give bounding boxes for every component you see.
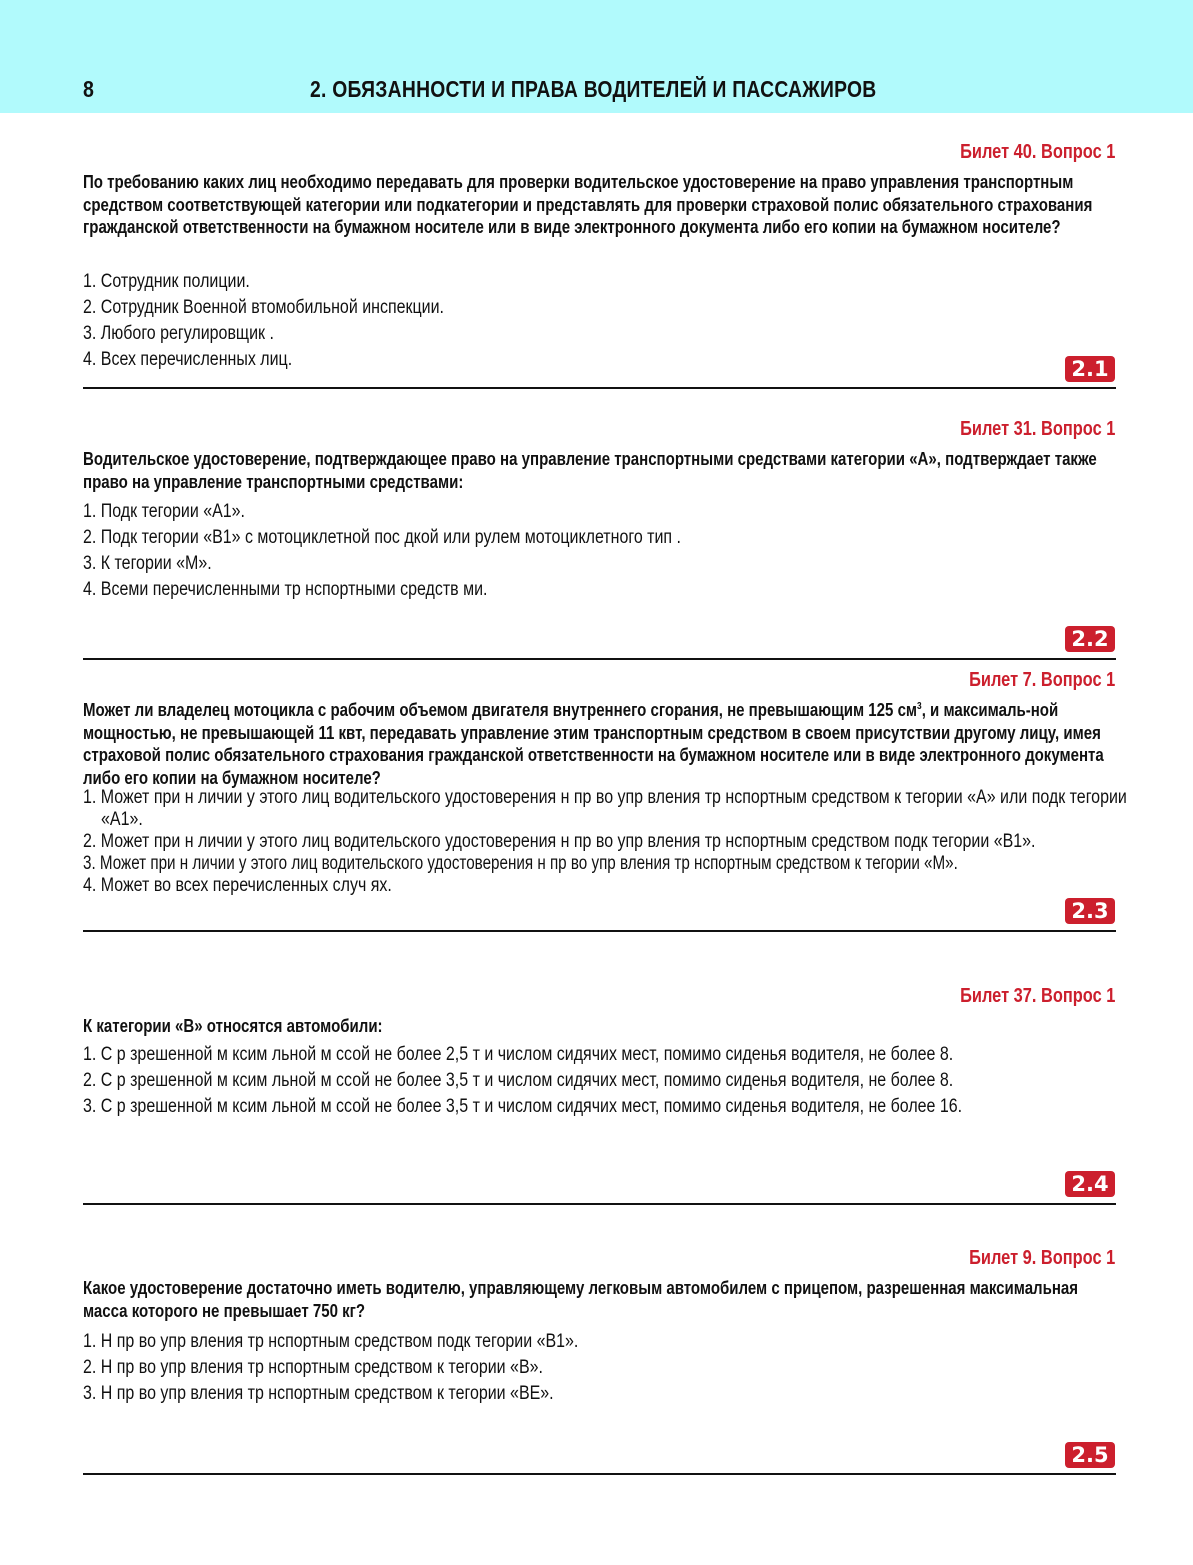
question-text: Какое удостоверение достаточно иметь водителю, управляющему легковым автомобилем с прицепом, разрешенная максимальная масса которого не превышает 750 кг? [83, 1278, 1079, 1321]
question-number-badge: 2.4 [1065, 1171, 1115, 1197]
answer-option[interactable]: 3. К тегории «М». [83, 552, 212, 574]
answer-option[interactable]: 3. Н пр во упр вления тр нспортным средством к тегории «ВЕ». [83, 1382, 554, 1404]
answer-option[interactable]: 2. С р зрешенной м ксим льной м ссой не более 3,5 т и числом сидячих мест, помимо сиденья водителя, не более 8. [83, 1069, 954, 1091]
answer-list [83, 1328, 1193, 1406]
answer-option[interactable]: 1. Н пр во упр вления тр нспортным средством подк тегории «В1». [83, 1330, 579, 1352]
divider [83, 1203, 1116, 1205]
answer-option[interactable]: 1. Может при н личии у этого лиц водительского удостоверения н пр во упр вления тр нспортным средством к тегории «А» или подк тегории «А1». [83, 786, 1127, 830]
ticket-label: Билет 37. Вопрос 1 [959, 985, 1115, 1007]
question-text-part: Может ли владелец мотоцикла с рабочим объемом двигателя внутреннего сгорания, не превышающим 125 см [83, 700, 918, 720]
ticket-label: Билет 31. Вопрос 1 [959, 418, 1115, 440]
ticket-label: Билет 7. Вопрос 1 [968, 669, 1115, 691]
answer-option[interactable]: 1. С р зрешенной м ксим льной м ссой не более 2,5 т и числом сидячих мест, помимо сиденья водителя, не более 8. [83, 1043, 954, 1065]
question-text: Водительское удостоверение, подтверждающее право на управление транспортными средствами категории «А», подтверждает также право на управление транспортными средствами: [83, 449, 1097, 492]
divider [83, 1473, 1116, 1475]
answer-list [83, 786, 1193, 896]
answer-list [83, 498, 1193, 602]
question-text: По требованию каких лиц необходимо передавать для проверки водительское удостоверение на право управления транспортным средством соответствующей категории или подкатегории и представлять для проверки страховой полис обязательного страхования гражданской ответственности на бумажном носителе или в виде электронного документа либо его копии на бумажном носителе? [83, 172, 1093, 237]
ticket-label: Билет 40. Вопрос 1 [959, 141, 1115, 163]
answer-option[interactable]: 4. Может во всех перечисленных случ ях. [83, 874, 392, 896]
answer-list [83, 1041, 1193, 1119]
page-number: 8 [83, 76, 94, 102]
answer-option[interactable]: 2. Сотрудник Военной втомобильной инспекции. [83, 296, 444, 318]
question-number-badge: 2.1 [1065, 356, 1115, 382]
answer-option[interactable]: 1. Сотрудник полиции. [83, 270, 250, 292]
divider [83, 930, 1116, 932]
answer-option[interactable]: 4. Всеми перечисленными тр нспортными средств ми. [83, 578, 488, 600]
question-number-badge: 2.5 [1065, 1442, 1115, 1468]
question-text: К категории «В» относятся автомобили: [83, 1016, 383, 1036]
answer-option[interactable]: 2. Подк тегории «В1» с мотоциклетной пос дкой или рулем мотоциклетного тип . [83, 526, 681, 548]
question-text [83, 696, 1118, 789]
answer-option[interactable]: 3. С р зрешенной м ксим льной м ссой не более 3,5 т и числом сидячих мест, помимо сиденья водителя, не более 16. [83, 1095, 963, 1117]
question-text-part: , и максималь-ной мощностью, не превышающей 11 квт, передавать управление этим транспортным средством в своем присутствии другому лицу, имея страховой полис обязательного страхования гражданской ответственности на бумажном носителе или в виде электронного документа либо его копии на бумажном носителе? [83, 700, 1104, 788]
answer-list [83, 268, 1193, 372]
divider [83, 658, 1116, 660]
answer-option[interactable]: 2. Может при н личии у этого лиц водительского удостоверения н пр во упр вления тр нспортным средством подк тегории «В1». [83, 830, 1036, 852]
question-number-badge: 2.2 [1065, 626, 1115, 652]
answer-option[interactable]: 4. Всех перечисленных лиц. [83, 348, 293, 370]
chapter-title: 2. ОБЯЗАННОСТИ И ПРАВА ВОДИТЕЛЕЙ И ПАССАЖИРОВ [310, 76, 877, 102]
answer-option[interactable]: 2. Н пр во упр вления тр нспортным средством к тегории «В». [83, 1356, 543, 1378]
answer-option[interactable]: 1. Подк тегории «А1». [83, 500, 245, 522]
answer-option[interactable]: 3. Любого регулировщик . [83, 322, 274, 344]
question-number-badge: 2.3 [1065, 898, 1115, 924]
divider [83, 387, 1116, 389]
ticket-label: Билет 9. Вопрос 1 [968, 1247, 1115, 1269]
answer-option[interactable]: 3. Может при н личии у этого лиц водительского удостоверения н пр во упр вления тр нспортным средством к тегории «М». [83, 852, 958, 874]
superscript: 3 [917, 701, 922, 712]
page-header [0, 0, 1193, 113]
